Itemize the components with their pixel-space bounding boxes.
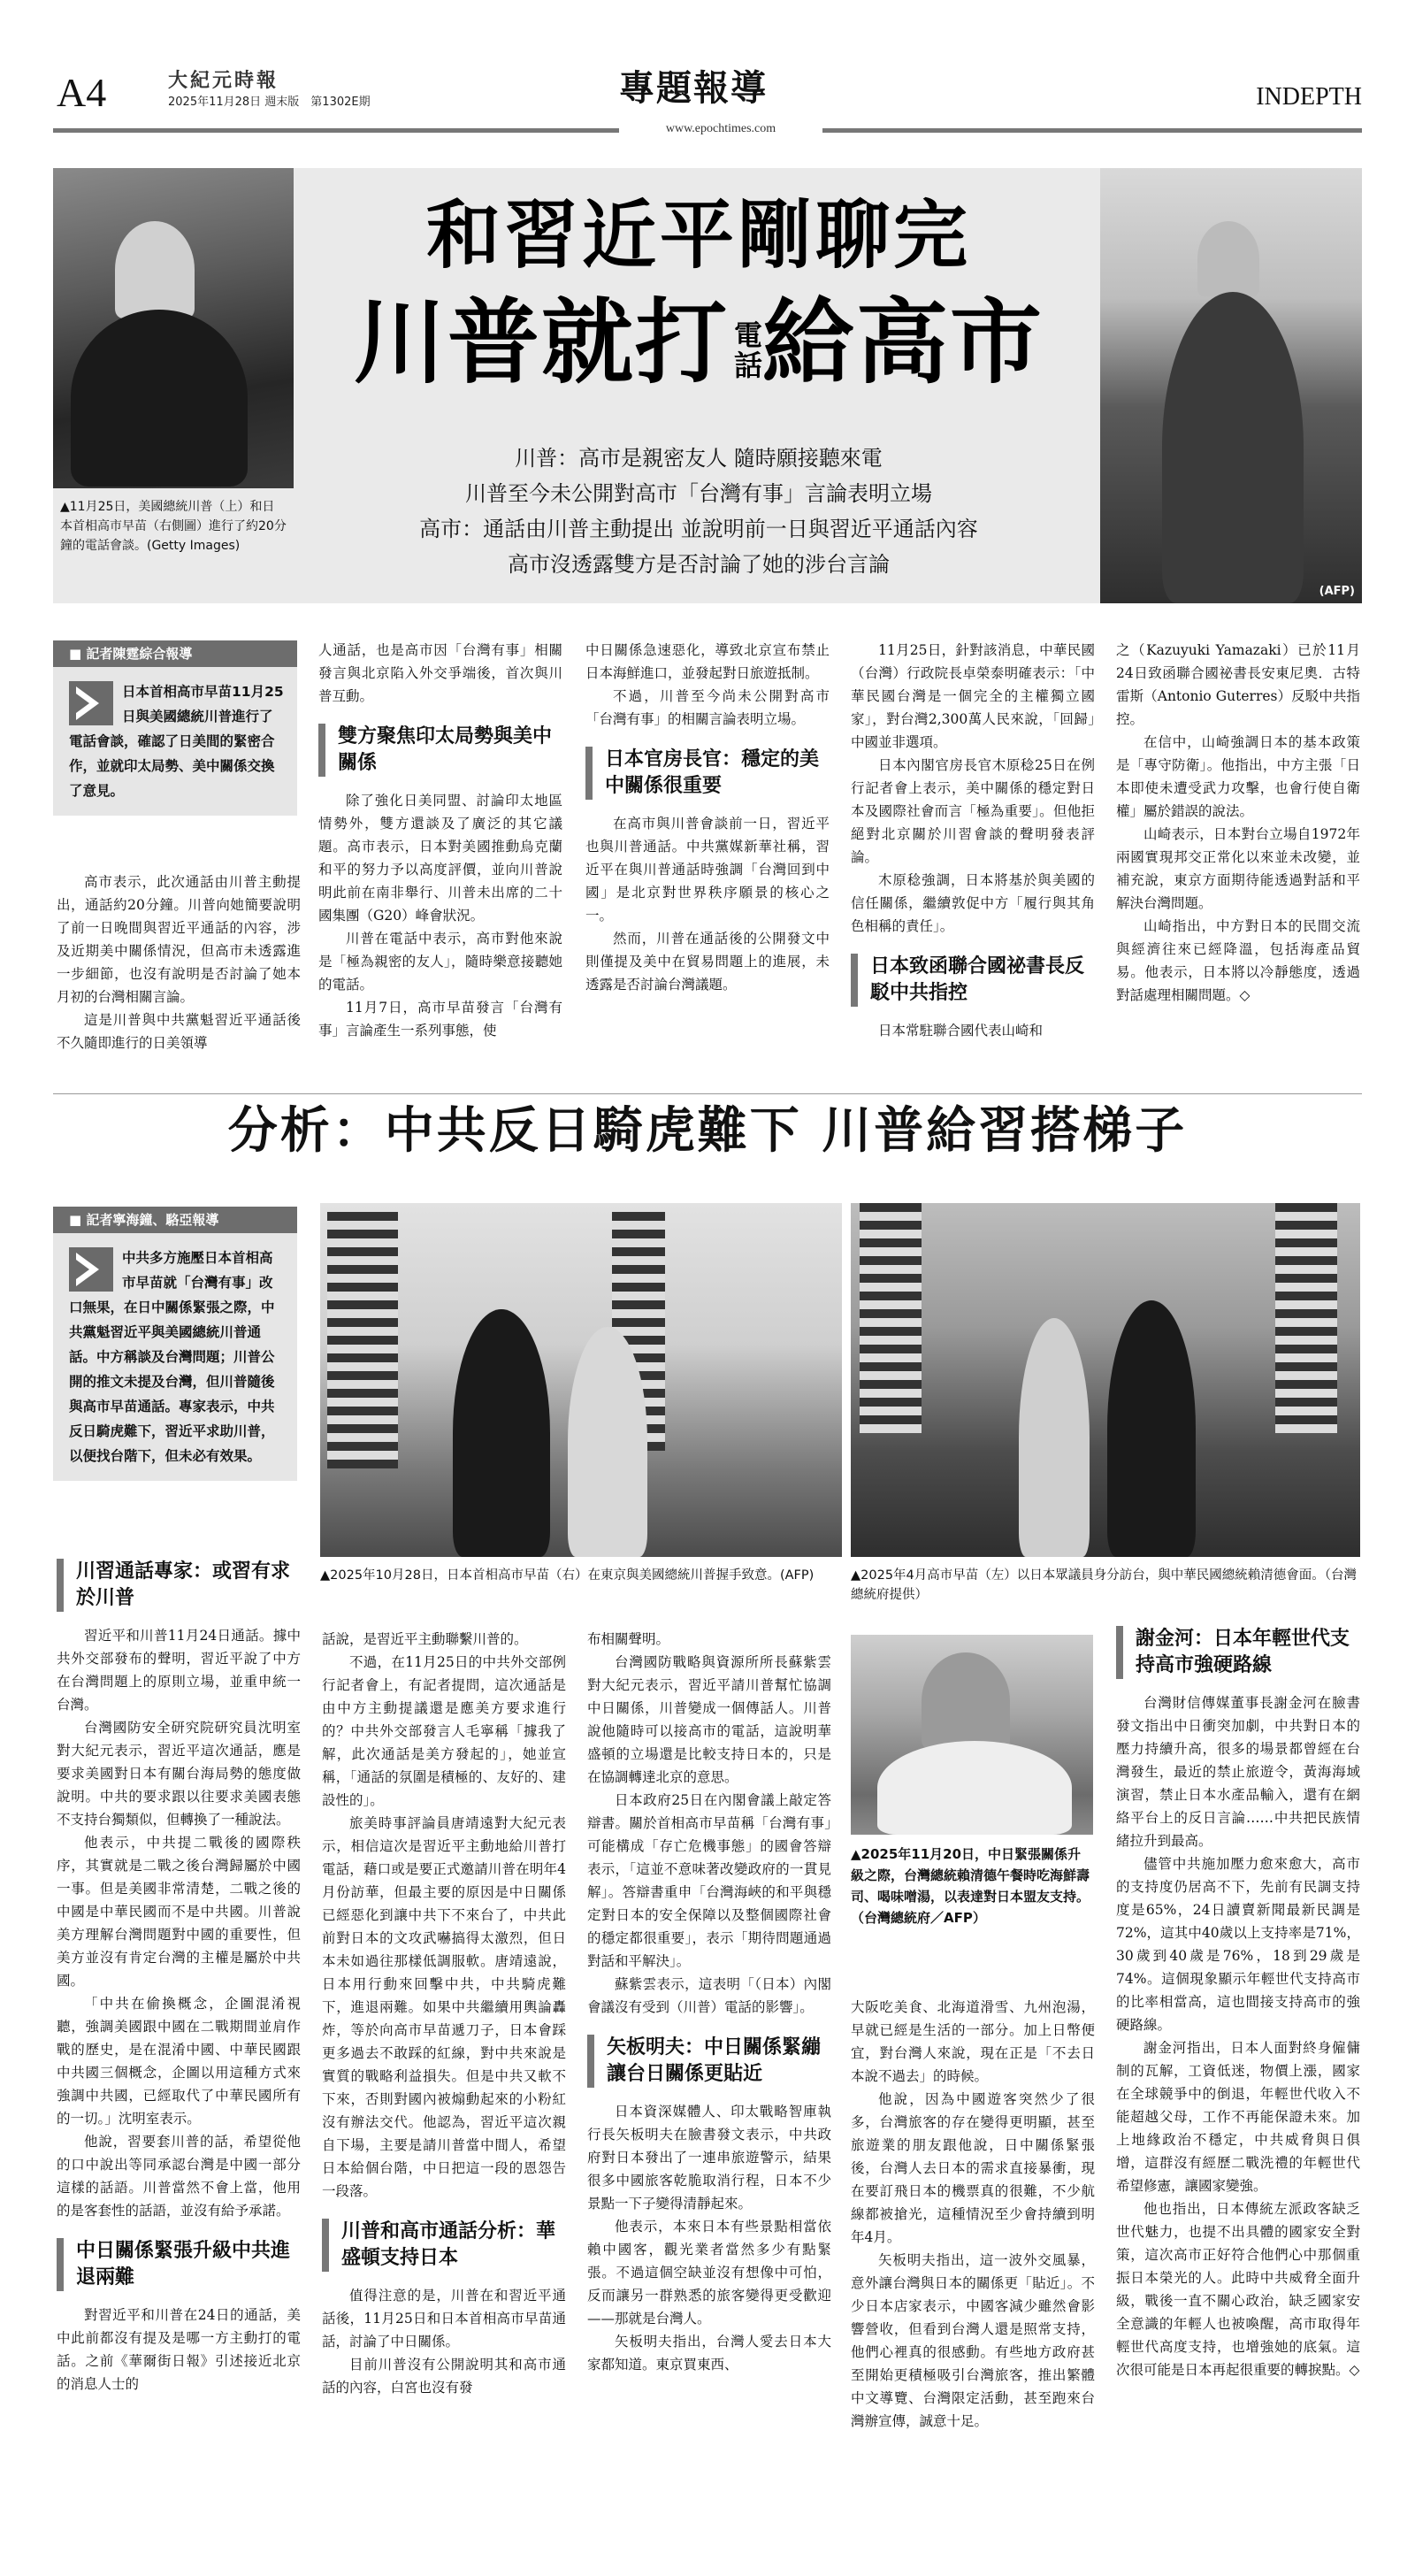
paragraph: 日本政府25日在內閣會議上敲定答辯書。關於首相高市早苗稱「台灣有事」可能構成「存亡危機事態」的國會答辯表示，「這並不意味著改變政府的一貫見解」。答辯書重申「台灣海峽的和平與穩定對日本的安全保障以及整個國際社會的穩定都很重要」，表示「期待問題通過對話和平解決」。 [587, 1792, 831, 1969]
paragraph: 川普在電話中表示，高市對他來說是「極為親密的友人」，隨時樂意接聽她的電話。 [318, 931, 562, 993]
paragraph: 11月25日，針對該消息，中華民國（台灣）行政院長卓榮泰明確表示：「中華民國台灣是一個完全的主權獨立國家」，對台灣2,300萬人民來說，「回歸」中國並非選項。 [851, 642, 1095, 750]
figure-head [115, 221, 195, 318]
lai-sushi-photo [851, 1635, 1093, 1835]
photo-credit: (AFP) [1319, 585, 1355, 598]
paragraph: 蘇紫雲表示，這表明「（日本）內閣會議沒有受到（川普）電話的影響」。 [587, 1976, 831, 2015]
story1-col5 [1116, 639, 1360, 1007]
section-title: 專題報導 [619, 67, 768, 109]
paragraph: 習近平和川普11月24日通話。據中共外交部發布的聲明，習近平說了中方在台灣問題上的原則立場，並重申統一台灣。 [57, 1628, 301, 1713]
trump-phone-photo [53, 168, 294, 488]
photo-caption: ▲11月25日，美國總統川普（上）和日本首相高市早苗（右側圖）進行了約20分鐘的電話會談。(Getty Images) [60, 500, 287, 553]
headline-line2-b: 給高市 [762, 288, 1044, 396]
section-heading: 矢板明夫：中日關係緊繃讓台日關係更貼近 [587, 2035, 831, 2088]
masthead-rule [53, 124, 1362, 136]
headline-mini: 電話 [730, 319, 763, 380]
photo-caption: ▲2025年11月20日，中日緊張關係升級之際，台灣總統賴清德午餐時吃海鮮壽司、喝味噌湯，以表達對日本盟友支持。（台灣總統府／AFP） [851, 1846, 1090, 1926]
site-url[interactable]: www.epochtimes.com [665, 122, 776, 135]
paragraph: 之（Kazuyuki Yamazaki）已於11月24日致函聯合國祕書長安東尼奧．古特雷斯（Antonio Guterres）反駁中共指控。 [1116, 642, 1360, 727]
figure-body [1162, 292, 1304, 603]
takaichi-photo [1100, 168, 1362, 603]
figure-lai [1107, 1300, 1196, 1557]
paragraph: 大阪吃美食、北海道滑雪、九州泡湯，早就已經是生活的一部分。加上日幣便宜，對台灣人來說，現在正是「不去日本說不過去」的時候。 [851, 1999, 1095, 2084]
paragraph: 木原稔強調，日本將基於與美國的信任關係，繼續敦促中方「履行與其角色相稱的責任」。 [851, 872, 1095, 934]
section-heading: 日本致函聯合國祕書長反駁中共指控 [851, 954, 1095, 1007]
rule-right [822, 128, 1362, 133]
paragraph: 日本常駐聯合國代表山崎和 [878, 1023, 1044, 1039]
paragraph: 他表示，本來日本有些景點相當依賴中國客，觀光業者當然多少有點緊張。不過這個空缺並沒有想像中可怕，反而讓另一群熟悉的旅客變得更受歡迎——那就是台灣人。 [587, 2219, 831, 2327]
paragraph: 布相關聲明。 [587, 1631, 670, 1647]
story1-col1 [57, 870, 301, 1054]
photo-caption: ▲2025年10月28日，日本首相高市早苗（右）在東京與美國總統川普握手致意。(AFP) [320, 1568, 815, 1583]
figure-takaichi [1019, 1318, 1090, 1557]
paragraph: 山崎表示，日本對台立場自1972年兩國實現邦交正常化以來並未改變，並補充說，東京方面期待能透過對話和平解決台灣問題。 [1116, 826, 1360, 911]
paragraph: 人通話，也是高市因「台灣有事」相關發言與北京陷入外交爭端後，首次與川普互動。 [318, 642, 562, 704]
subhead: 川普至今未公開對高市「台灣有事」言論表明立場 [465, 481, 932, 506]
paragraph: 日本資深媒體人、印太戰略智庫執行長矢板明夫在臉書發文表示，中共政府對日本發出了一連串旅遊警示，結果很多中國旅客乾脆取消行程，日本不少景點一下子變得清靜起來。 [587, 2104, 831, 2212]
story2-col1 [57, 1543, 301, 2396]
story2-col5 [1116, 1626, 1360, 2381]
paragraph: 台灣國防安全研究院研究員沈明室對大紀元表示，習近平這次通話，應是要求美國對日本有關台海局勢的態度做說明。中共的要求跟以往要求美國表態不支持台獨類似，但轉換了一種說法。 [57, 1720, 301, 1828]
lede-text: 中共多方施壓日本首相高市早苗就「台灣有事」改口無果，在日中關係緊張之際，中共黨魁習近平與美國總統川普通話。中方稱談及台灣問題；川普公開的推文未提及台灣，但川普隨後與高市早苗通話。專家表示，中共反日騎虎難下，習近平求助川普，以便找台階下，但未必有效果。 [69, 1250, 275, 1464]
section-heading: 雙方聚焦印太局勢與美中關係 [318, 724, 562, 777]
paragraph: 對習近平和川普在24日的通話，美中此前都沒有提及是哪一方主動打的電話。之前《華爾街日報》引述接近北京的消息人士的 [57, 2307, 301, 2392]
section-heading: 川習通話專家：或習有求於川普 [57, 1559, 301, 1612]
paragraph: 在信中，山崎強調日本的基本政策是「專守防衛」。他指出，中方主張「日本即使未遭受武力攻擊，也會行使自衛權」屬於錯誤的說法。 [1116, 734, 1360, 819]
story1-col2 [318, 639, 562, 1042]
paragraph: 「中共在偷換概念，企圖混淆視聽，強調美國跟中國在二戰期間並肩作戰的歷史，是在混淆中國、中華民國跟中共國三個概念，企圖以用這種方式來強調中共國，已經取代了中華民國所有的一切。」沈明室表示。 [57, 1996, 301, 2127]
chevron-right-icon [69, 1247, 113, 1292]
paragraph: 不過，在11月25日的中共外交部例行記者會上，有記者提問，這次通話是由中方主動提議還是應美方要求進行的？中共外交部發言人毛寧稱「據我了解，此次通話是美方發起的」，她並宣稱，「通話的氛圍是積極的、友好的、建設性的」。 [322, 1654, 566, 1808]
paragraph: 中日關係急速惡化，導致北京宣布禁止日本海鮮進口，並發起對日旅遊抵制。 [585, 642, 830, 681]
page-number: A4 [57, 70, 107, 115]
subhead: 高市沒透露雙方是否討論了她的涉台言論 [508, 552, 890, 577]
paragraph: 值得注意的是，川普在和習近平通話後，11月25日和日本首相高市早苗通話，討論了中日關係。 [322, 2288, 566, 2350]
section-heading: 日本官房長官：穩定的美中關係很重要 [585, 747, 830, 800]
figure-trump [453, 1309, 550, 1557]
issue-date: 2025年11月28日 週末版 第1302E期 [168, 96, 371, 109]
masthead [53, 53, 1362, 124]
story1-col4 [851, 639, 1095, 1042]
paragraph: 目前川普沒有公開說明其和高市通話的內容，白宮也沒有發 [322, 2357, 566, 2396]
lede-text: 日本首相高市早苗11月25日與美國總統川普進行了電話會談，確認了日美間的緊密合作，並就印太局勢、美中關係交換了意見。 [69, 684, 284, 799]
paragraph: 他也指出，日本傳統左派政客缺乏世代魅力，也提不出具體的國家安全對策，這次高市正好符合他們心中那個重振日本榮光的人。此時中共威脅全面升級，戰後一直不關心政治，缺乏國家安全意識的年輕人也被喚醒，高市取得年輕世代高度支持，也增強她的底氣。這次很可能是日本再起很重要的轉捩點。◇ [1116, 2201, 1360, 2378]
rule-left [53, 128, 619, 133]
figure-body [877, 1741, 1072, 1835]
taiwan-meeting-photo [851, 1203, 1360, 1557]
paragraph: 矢板明夫指出，這一波外交風暴，意外讓台灣與日本的關係更「貼近」。不少日本店家表示，中國客減少雖然會影響營收，但看到台灣人還是照常支持，他們心裡真的很感動。有些地方政府甚至開始更積極吸引台灣旅客，推出繁體中文導覽、台灣限定活動，甚至跑來台灣辦宣傳，誠意十足。 [851, 2252, 1095, 2429]
paragraph: 台灣國防戰略與資源所所長蘇紫雲對大紀元表示，習近平請川普幫忙協調中日關係，川普變成一個傳話人。川普說他隨時可以接高市的電話，這說明華盛頓的立場還是比較支持日本的，只是在協調轉達北京的意思。 [587, 1654, 831, 1785]
lede [53, 1233, 297, 1481]
paragraph: 高市表示，此次通話由川普主動提出，通話約20分鐘。川普向她簡要說明了前一日晚間與習近平通話的內容，涉及近期美中關係情況，但高市未透露進一步細節，也沒有說明是否討論了她本月初的台灣相關言論。 [57, 874, 301, 1005]
section-title-en: INDEPTH [1256, 83, 1362, 111]
paragraph: 在高市與川普會談前一日，習近平也與川普通話。中共黨媒新華社稱，習近平在與川普通話時強調「台灣回到中國」是北京對世界秩序願景的核心之一。 [585, 816, 830, 924]
lede [53, 667, 297, 816]
paragraph: 然而，川普在通話後的公開發文中則僅提及美中在貿易問題上的進展，未透露是否討論台灣議題。 [585, 931, 830, 993]
chevron-right-icon [69, 681, 113, 725]
paragraph: 話說，是習近平主動聯繫川普的。 [322, 1631, 528, 1647]
story2-col2 [322, 1628, 566, 2399]
roc-flag [1275, 1203, 1337, 1433]
paragraph: 他表示，中共提二戰後的國際秩序，其實就是二戰之後台灣歸屬於中國一事。但是美國非常清楚，二戰之後的中國是中華民國而不是中共國。川普說美方理解台灣問題對中國的重要性，但美方並沒有肯定台灣的主權是屬於中共國。 [57, 1835, 301, 1989]
story2-headline: 分析：中共反日騎虎難下 川普給習搭梯子 [227, 1102, 1188, 1160]
story1-col3 [585, 639, 830, 996]
subhead: 高市：通話由川普主動提出 並說明前一日與習近平通話內容 [419, 517, 978, 541]
figure-head [1197, 221, 1259, 296]
story1-byline-box [53, 640, 297, 816]
figure-body [71, 310, 248, 487]
paper-logo: 大紀元時報 [168, 70, 279, 92]
section-heading: 川普和高市通話分析：華盛頓支持日本 [322, 2219, 566, 2272]
headline-line2 [318, 285, 1079, 400]
paragraph: 不過，川普至今尚未公開對高市「台灣有事」的相關言論表明立場。 [585, 688, 830, 727]
section-heading: 謝金河：日本年輕世代支持高市強硬路線 [1116, 1626, 1360, 1679]
figure-head [922, 1652, 1010, 1750]
paragraph: 矢板明夫指出，台灣人愛去日本大家都知道。東京買東西、 [587, 2334, 831, 2373]
paragraph: 謝金河指出，日本人面對終身僱傭制的瓦解，工資低迷，物價上漲，國家在全球競爭中的倒退，年輕世代收入不能超越父母，工作不再能保證未來。加上地緣政治不穩定，中共威脅與日俱增，這群沒有經歷二戰洗禮的年輕世代希望修憲，讓國家變強。 [1116, 2040, 1360, 2194]
paragraph: 除了強化日美同盟、討論印太地區情勢外，雙方還談及了廣泛的其它議題。高市表示，日本對美國推動烏克蘭和平的努力予以高度評價，並向川普說明此前在南非舉行、川普未出席的二十國集團（G20）峰會狀況。 [318, 793, 562, 924]
story1-hero [53, 168, 1362, 603]
story2-byline-box [53, 1207, 297, 1481]
paragraph: 他說，因為中國遊客突然少了很多，台灣旅客的存在變得更明顯，甚至旅遊業的朋友跟他說，日中關係緊張後，台灣人去日本的需求直接暴衝，現在要訂飛日本的機票真的很難，不少航線都被搶光，這種情況至少會持續到明年4月。 [851, 2091, 1095, 2245]
us-flag [327, 1212, 398, 1468]
story1-headline [318, 186, 1079, 400]
story2-col4 [851, 1996, 1095, 2433]
paragraph: 這是川普與中共黨魁習近平通話後不久隨即進行的日美領導 [57, 1012, 301, 1051]
paragraph: 他說，習要套川普的話，希望從他的口中說出等同承認台灣是中國一部分這樣的話語。川普當然不會上當，他用的是客套性的話語，並沒有給予承諾。 [57, 2134, 301, 2219]
paragraph: 日本內閣官房長官木原稔25日在例行記者會上表示，美中關係的穩定對日本及國際社會而言「極為重要」。但他拒絕對北京關於川習會談的聲明發表評論。 [851, 757, 1095, 865]
figure-takaichi [568, 1327, 647, 1557]
byline: ■ 記者陳霆綜合報導 [53, 640, 297, 667]
headline-line2-a: 川普就打 [353, 288, 729, 396]
byline: ■ 記者寧海鐘、駱亞報導 [53, 1207, 297, 1233]
headline-line1: 和習近平剛聊完 [425, 191, 971, 279]
paragraph: 儘管中共施加壓力愈來愈大，高市的支持度仍居高不下，先前有民調支持度是65%，24日讀賣新聞最新民調是72%，這其中40歲以上支持率是71%，30歲到40歲是76%，18到29歲是74%。這個現象顯示年輕世代支持高市的比率相當高，這也間接支持高市的強硬路線。 [1116, 1856, 1360, 2033]
paragraph: 台灣財信傳媒董事長謝金河在臉書發文指出中日衝突加劇，中共對日本的壓力持續升高，很多的場景都曾經在台灣發生，最近的禁止旅遊令，黃海海域演習，禁止日本水產品輸入，還有在網絡平台上的反日言論……中共把民族情緒拉升到最高。 [1116, 1695, 1360, 1849]
paragraph: 旅美時事評論員唐靖遠對大紀元表示，相信這次是習近平主動地給川普打電話，藉口或是要正式邀請川普在明年4月份訪華，但最主要的原因是中日關係已經惡化到讓中共下不來台了，中共此前對日本的文攻武嚇搞得太激烈，但日本未如過往那樣低調服軟。唐靖遠說，日本用行動來回擊中共，中共騎虎難下，進退兩難。如果中共繼續用輿論轟炸，等於向高市早苗遞刀子，日本會踩更多過去不敢踩的紅線，對中共來說是實質的戰略利益損失。但是中共又軟不下來，否則對國內被煽動起來的小粉紅沒有辦法交代。他認為，習近平這次親自下場，主要是請川普當中間人，希望日本給個台階，中日把這一段的恩怨告一段落。 [322, 1815, 566, 2199]
story2-col3 [587, 1628, 831, 2376]
paragraph: 11月7日，高市早苗發言「台灣有事」言論產生一系列事態，使 [318, 1000, 562, 1039]
paragraph: 山崎指出，中方對日本的民間交流與經濟往來已經降溫，包括海產品貿易。他表示，日本將以冷靜態度，透過對話處理相關問題。◇ [1116, 918, 1360, 1003]
photo-caption: ▲2025年4月高市早苗（左）以日本眾議員身分訪台，與中華民國總統賴清德會面。（台灣總統府提供） [851, 1568, 1358, 1602]
handshake-photo [320, 1203, 842, 1557]
story1-subheads [318, 441, 1079, 582]
subhead: 川普：高市是親密友人 隨時願接聽來電 [515, 446, 883, 471]
roc-flag [860, 1203, 922, 1433]
section-heading: 中日關係緊張升級中共進退兩難 [57, 2238, 301, 2291]
